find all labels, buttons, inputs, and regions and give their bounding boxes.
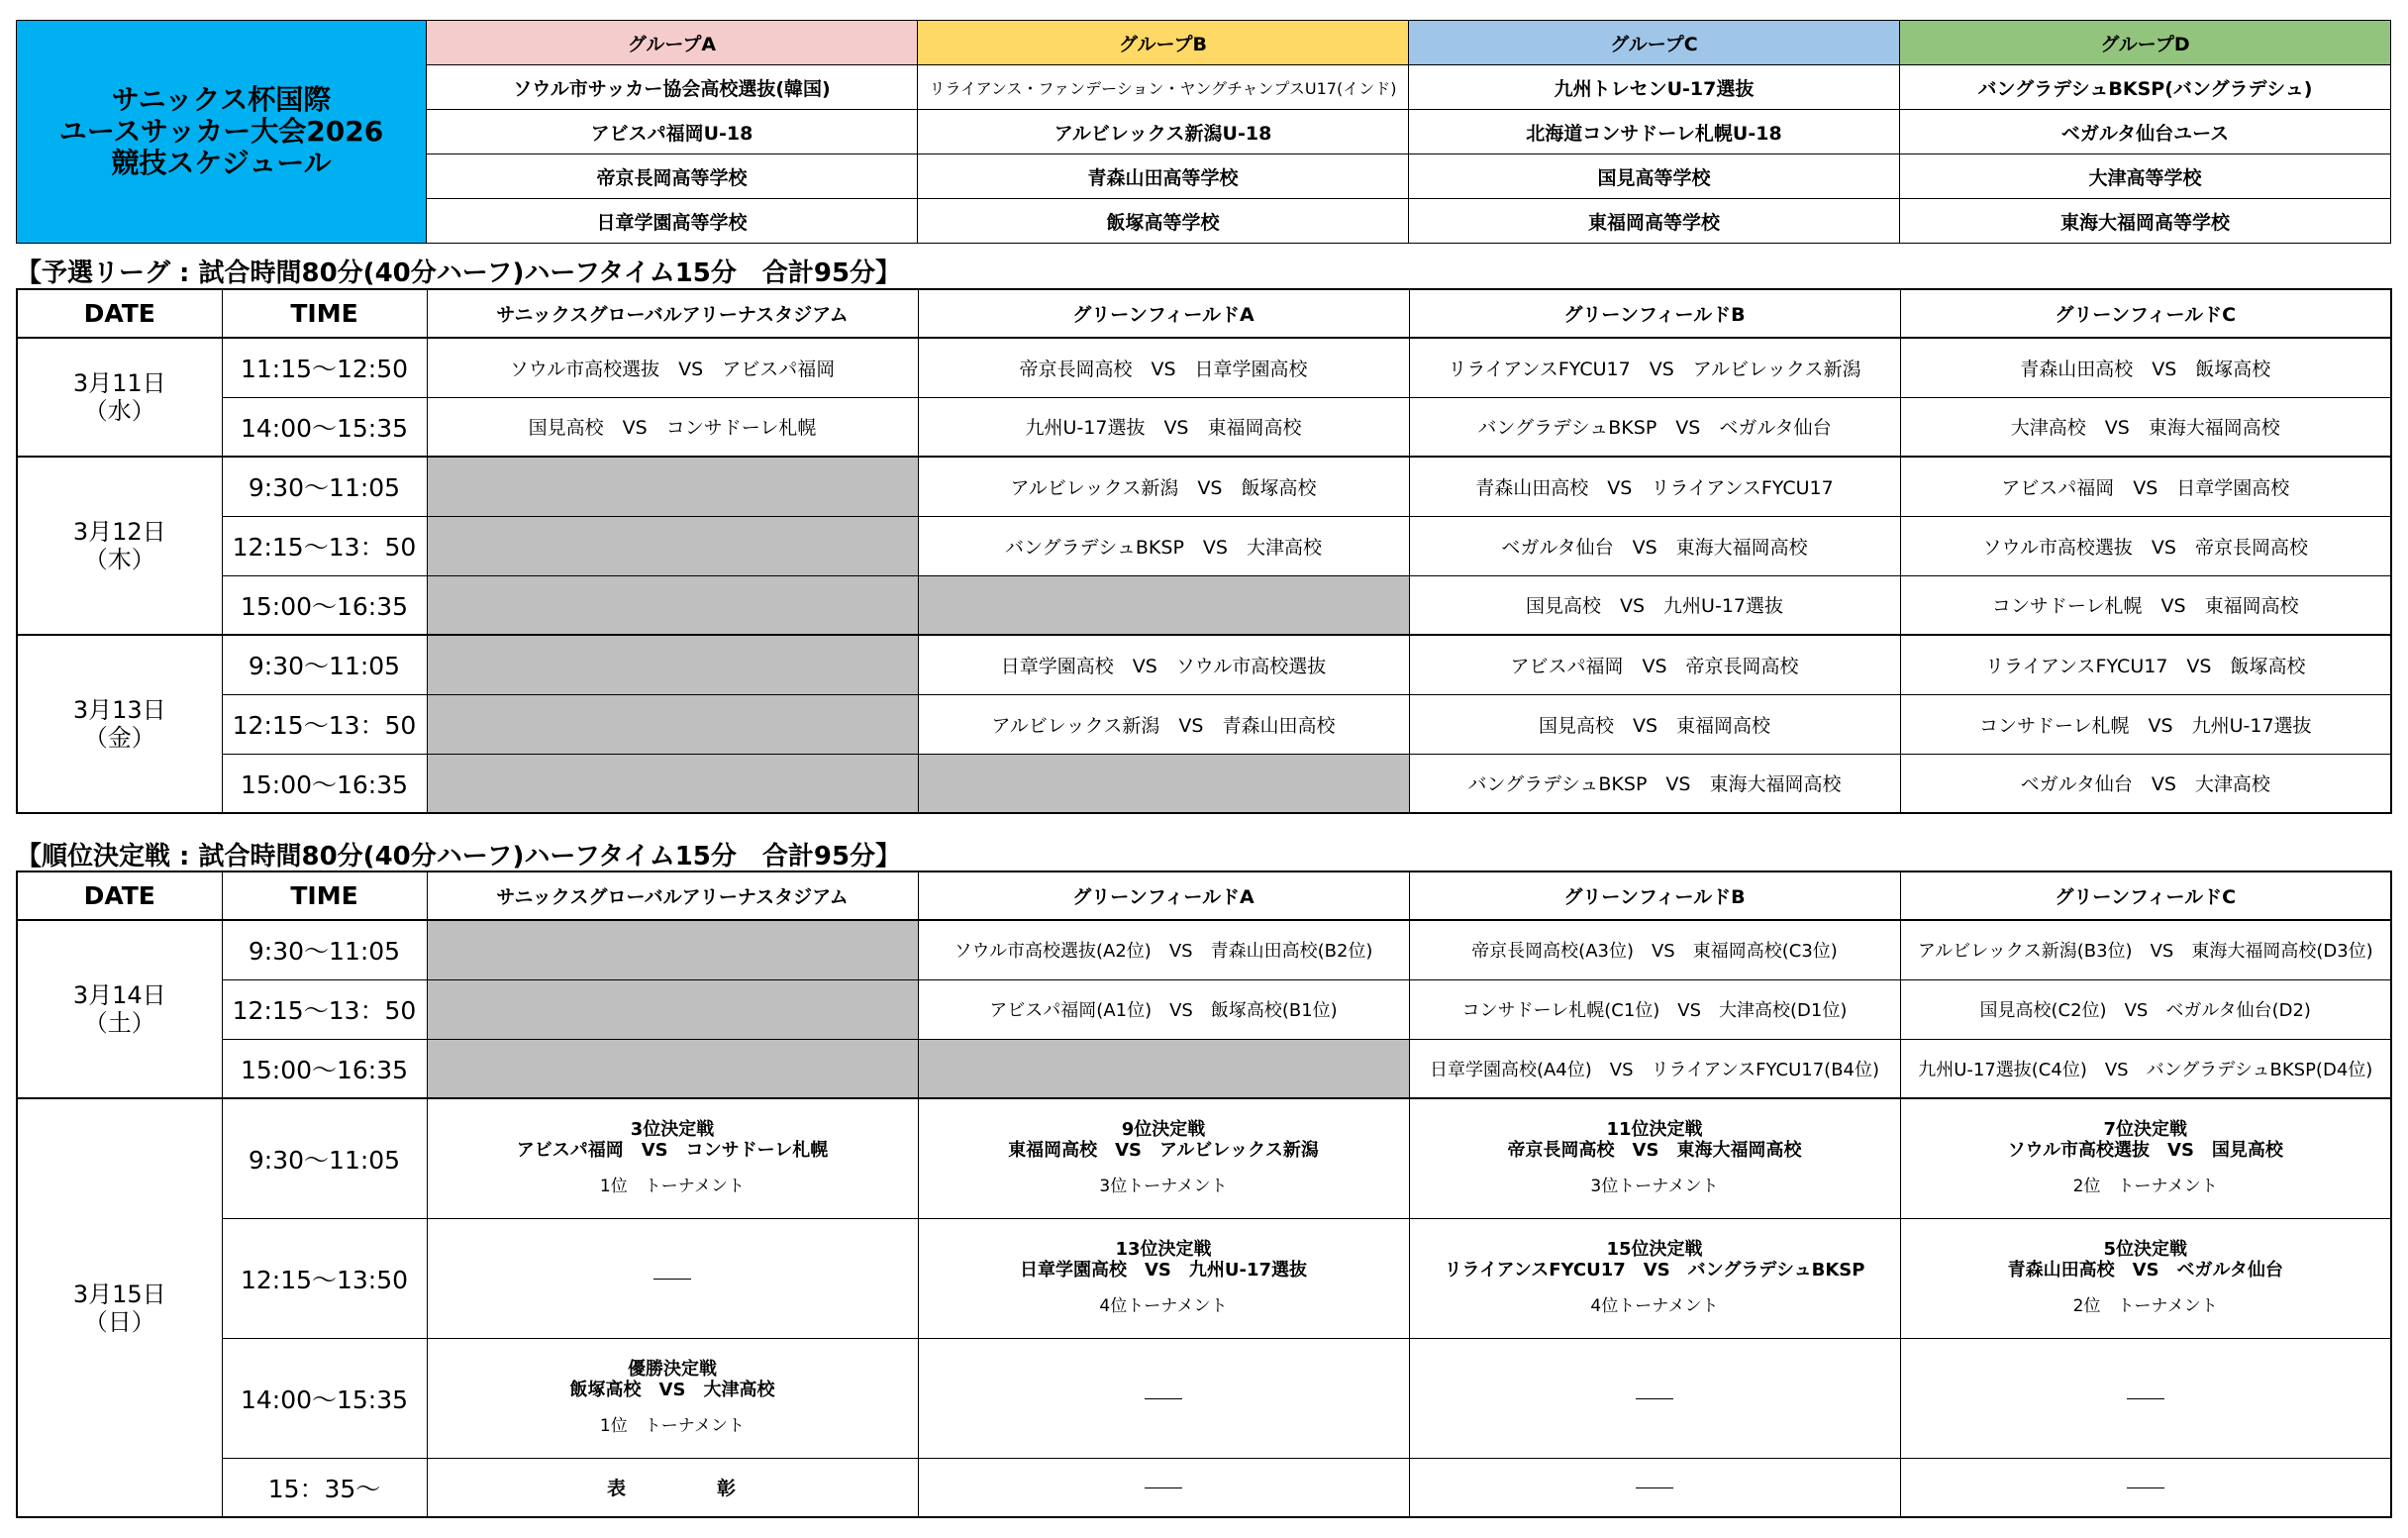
- time-cell: 15：35～: [222, 1458, 427, 1517]
- empty-cell: [918, 754, 1409, 813]
- placement-note: 2位 トーナメント: [2072, 1296, 2218, 1316]
- weekday-label: （金）: [83, 724, 155, 752]
- group-team: 大津高等学校: [1900, 154, 2391, 199]
- placement-note: 3位トーナメント: [1099, 1177, 1228, 1197]
- empty-slot: [918, 1458, 1409, 1517]
- placement-match-cell: [918, 1218, 1409, 1338]
- empty-cell: [427, 516, 918, 575]
- venue-header: サニックスグローバルアリーナスタジアム: [427, 872, 918, 920]
- prelim-schedule-table: [16, 288, 2392, 814]
- placement-title: 15位決定戦: [1606, 1239, 1703, 1260]
- date-cell: [17, 635, 222, 813]
- match-cell: 九州U-17選抜 VS 東福岡高校: [918, 397, 1409, 457]
- time-cell: 12:15～13：50: [222, 979, 427, 1039]
- group-d-header: グループD: [1900, 21, 2391, 65]
- date-header: DATE: [17, 289, 222, 338]
- dash-mark: [2127, 1398, 2164, 1399]
- time-cell: 11:15～12:50: [222, 338, 427, 397]
- match-cell: コンサドーレ札幌(C1位) VS 大津高校(D1位): [1409, 979, 1900, 1039]
- placement-note: 1位 トーナメント: [599, 1416, 746, 1436]
- empty-cell: [427, 754, 918, 813]
- award-char: 彰: [717, 1478, 739, 1500]
- group-team: 北海道コンサドーレ札幌U-18: [1409, 110, 1900, 154]
- empty-cell: [918, 575, 1409, 635]
- empty-cell: [427, 920, 918, 979]
- venue-header: グリーンフィールドB: [1409, 289, 1900, 338]
- placement-match: 青森山田高校 VS ベガルタ仙台: [2007, 1260, 2283, 1281]
- match-cell: 国見高校(C2位) VS ベガルタ仙台(D2): [1900, 979, 2391, 1039]
- placement-match: 帝京長岡高校 VS 東海大福岡高校: [1507, 1140, 1802, 1162]
- match-cell: 帝京長岡高校(A3位) VS 東福岡高校(C3位): [1409, 920, 1900, 979]
- tournament-title: [17, 21, 427, 244]
- empty-slot: [1409, 1338, 1900, 1458]
- match-cell: バングラデシュBKSP VS 東海大福岡高校: [1409, 754, 1900, 813]
- date-cell: [17, 920, 222, 1098]
- placement-note: 1位 トーナメント: [599, 1177, 746, 1197]
- placement-note: 4位トーナメント: [1099, 1296, 1228, 1316]
- group-b-header: グループB: [918, 21, 1409, 65]
- group-team: アルビレックス新潟U-18: [918, 110, 1409, 154]
- empty-cell: [427, 575, 918, 635]
- group-team: リライアンス・ファンデーション・ヤングチャンプスU17(インド): [918, 65, 1409, 110]
- group-team: 東海大福岡高等学校: [1900, 199, 2391, 244]
- match-cell: 大津高校 VS 東海大福岡高校: [1900, 397, 2391, 457]
- title-line-3: 競技スケジュール: [111, 147, 332, 179]
- match-cell: ソウル市高校選抜(A2位) VS 青森山田高校(B2位): [918, 920, 1409, 979]
- match-cell: アルビレックス新潟(B3位) VS 東海大福岡高校(D3位): [1900, 920, 2391, 979]
- time-cell: 9:30～11:05: [222, 1098, 427, 1218]
- placement-title: 優勝決定戦: [628, 1359, 717, 1380]
- placement-title: 3位決定戦: [630, 1119, 715, 1141]
- empty-slot: [918, 1338, 1409, 1458]
- weekday-label: （土）: [83, 1009, 155, 1037]
- award-char: 表: [606, 1478, 628, 1500]
- placement-match: 飯塚高校 VS 大津高校: [569, 1380, 775, 1400]
- venue-header: グリーンフィールドC: [1900, 289, 2391, 338]
- venue-header: グリーンフィールドA: [918, 872, 1409, 920]
- match-cell: アビスパ福岡(A1位) VS 飯塚高校(B1位): [918, 979, 1409, 1039]
- time-header: TIME: [222, 872, 427, 920]
- date-label: 3月13日: [72, 696, 166, 724]
- time-cell: 15:00～16:35: [222, 754, 427, 813]
- empty-cell: [427, 1039, 918, 1098]
- placement-match-cell: [1409, 1218, 1900, 1338]
- group-team: 九州トレセンU-17選抜: [1409, 65, 1900, 110]
- empty-slot: [427, 1218, 918, 1338]
- empty-cell: [427, 635, 918, 694]
- group-team: 帝京長岡高等学校: [427, 154, 918, 199]
- match-cell: 青森山田高校 VS 飯塚高校: [1900, 338, 2391, 397]
- award-ceremony-cell: [427, 1458, 918, 1517]
- placement-match: リライアンスFYCU17 VS バングラデシュBKSP: [1444, 1260, 1865, 1281]
- match-cell: 日章学園高校(A4位) VS リライアンスFYCU17(B4位): [1409, 1039, 1900, 1098]
- match-cell: アルビレックス新潟 VS 青森山田高校: [918, 694, 1409, 754]
- placement-title: 11位決定戦: [1606, 1119, 1703, 1141]
- empty-slot: [1900, 1458, 2391, 1517]
- placement-match: 東福岡高校 VS アルビレックス新潟: [1008, 1140, 1319, 1162]
- date-cell: [17, 457, 222, 635]
- empty-cell: [427, 457, 918, 516]
- group-team: アビスパ福岡U-18: [427, 110, 918, 154]
- dash-mark: [653, 1279, 691, 1280]
- time-cell: 12:15～13：50: [222, 516, 427, 575]
- match-cell: アルビレックス新潟 VS 飯塚高校: [918, 457, 1409, 516]
- match-cell: 国見高校 VS コンサドーレ札幌: [427, 397, 918, 457]
- match-cell: 帝京長岡高校 VS 日章学園高校: [918, 338, 1409, 397]
- venue-header: サニックスグローバルアリーナスタジアム: [427, 289, 918, 338]
- match-cell: コンサドーレ札幌 VS 東福岡高校: [1900, 575, 2391, 635]
- match-cell: 国見高校 VS 東福岡高校: [1409, 694, 1900, 754]
- venue-header: グリーンフィールドC: [1900, 872, 2391, 920]
- placement-note: 4位トーナメント: [1590, 1296, 1719, 1316]
- placement-match-cell: [918, 1098, 1409, 1218]
- dash-mark: [2127, 1487, 2164, 1488]
- placement-note: 2位 トーナメント: [2072, 1177, 2218, 1197]
- group-team: 日章学園高等学校: [427, 199, 918, 244]
- group-team: 東福岡高等学校: [1409, 199, 1900, 244]
- placement-note: 3位トーナメント: [1590, 1177, 1719, 1197]
- group-team: ベガルタ仙台ユース: [1900, 110, 2391, 154]
- time-cell: 14:00～15:35: [222, 397, 427, 457]
- empty-slot: [1900, 1338, 2391, 1458]
- date-label: 3月11日: [72, 369, 166, 397]
- placement-match: アビスパ福岡 VS コンサドーレ札幌: [516, 1140, 829, 1162]
- match-cell: リライアンスFYCU17 VS 飯塚高校: [1900, 635, 2391, 694]
- venue-header: グリーンフィールドB: [1409, 872, 1900, 920]
- match-cell: 国見高校 VS 九州U-17選抜: [1409, 575, 1900, 635]
- empty-slot: [1409, 1458, 1900, 1517]
- match-cell: バングラデシュBKSP VS ベガルタ仙台: [1409, 397, 1900, 457]
- placement-title: 9位決定戦: [1121, 1119, 1206, 1141]
- placement-match: ソウル市高校選抜 VS 国見高校: [2007, 1140, 2283, 1162]
- time-cell: 15:00～16:35: [222, 1039, 427, 1098]
- match-cell: 青森山田高校 VS リライアンスFYCU17: [1409, 457, 1900, 516]
- group-team: ソウル市サッカー協会高校選抜(韓国): [427, 65, 918, 110]
- dash-mark: [1145, 1487, 1182, 1488]
- dash-mark: [1145, 1398, 1182, 1399]
- weekday-label: （日）: [83, 1307, 155, 1336]
- match-cell: ソウル市高校選抜 VS 帝京長岡高校: [1900, 516, 2391, 575]
- group-a-header: グループA: [427, 21, 918, 65]
- date-header: DATE: [17, 872, 222, 920]
- title-line-2: ユースサッカー大会2026: [58, 115, 384, 148]
- time-cell: 9:30～11:05: [222, 635, 427, 694]
- placement-match-cell: [1900, 1098, 2391, 1218]
- placement-match-cell: [1900, 1218, 2391, 1338]
- placement-match-cell: [427, 1098, 918, 1218]
- prelim-section-title: 【予選リーグ : 試合時間80分(40分ハーフ)ハーフタイム15分 合計95分】: [16, 258, 902, 288]
- empty-cell: [918, 1039, 1409, 1098]
- placement-title: 13位決定戦: [1115, 1239, 1212, 1260]
- placement-title: 7位決定戦: [2103, 1119, 2188, 1141]
- match-cell: バングラデシュBKSP VS 大津高校: [918, 516, 1409, 575]
- date-cell: [17, 338, 222, 457]
- placement-match-cell: [1409, 1098, 1900, 1218]
- placement-title: 5位決定戦: [2103, 1239, 2188, 1260]
- time-cell: 9:30～11:05: [222, 457, 427, 516]
- time-cell: 15:00～16:35: [222, 575, 427, 635]
- group-c-header: グループC: [1409, 21, 1900, 65]
- time-cell: 12:15～13:50: [222, 1218, 427, 1338]
- group-team: 飯塚高等学校: [918, 199, 1409, 244]
- group-team: 青森山田高等学校: [918, 154, 1409, 199]
- date-cell: [17, 1098, 222, 1517]
- group-team: 国見高等学校: [1409, 154, 1900, 199]
- group-table: [16, 20, 2391, 244]
- title-line-1: サニックス杯国際: [111, 83, 332, 116]
- time-cell: 14:00～15:35: [222, 1338, 427, 1458]
- date-label: 3月14日: [72, 981, 166, 1009]
- time-cell: 12:15～13：50: [222, 694, 427, 754]
- match-cell: コンサドーレ札幌 VS 九州U-17選抜: [1900, 694, 2391, 754]
- dash-mark: [1636, 1487, 1673, 1488]
- weekday-label: （水）: [83, 397, 155, 425]
- dash-mark: [1636, 1398, 1673, 1399]
- match-cell: アビスパ福岡 VS 日章学園高校: [1900, 457, 2391, 516]
- time-cell: 9:30～11:05: [222, 920, 427, 979]
- match-cell: ベガルタ仙台 VS 大津高校: [1900, 754, 2391, 813]
- empty-cell: [427, 979, 918, 1039]
- final-schedule-table: [16, 871, 2392, 1518]
- match-cell: 九州U-17選抜(C4位) VS バングラデシュBKSP(D4位): [1900, 1039, 2391, 1098]
- match-cell: 日章学園高校 VS ソウル市高校選抜: [918, 635, 1409, 694]
- date-label: 3月12日: [72, 518, 166, 546]
- match-cell: ソウル市高校選抜 VS アビスパ福岡: [427, 338, 918, 397]
- match-cell: リライアンスFYCU17 VS アルビレックス新潟: [1409, 338, 1900, 397]
- final-section-title: 【順位決定戦 : 試合時間80分(40分ハーフ)ハーフタイム15分 合計95分】: [16, 842, 902, 872]
- match-cell: ベガルタ仙台 VS 東海大福岡高校: [1409, 516, 1900, 575]
- placement-match: 日章学園高校 VS 九州U-17選抜: [1019, 1260, 1308, 1281]
- time-header: TIME: [222, 289, 427, 338]
- date-label: 3月15日: [72, 1280, 166, 1308]
- empty-cell: [427, 694, 918, 754]
- match-cell: アビスパ福岡 VS 帝京長岡高校: [1409, 635, 1900, 694]
- weekday-label: （木）: [83, 546, 155, 573]
- venue-header: グリーンフィールドA: [918, 289, 1409, 338]
- placement-match-cell: [427, 1338, 918, 1458]
- group-team: バングラデシュBKSP(バングラデシュ): [1900, 65, 2391, 110]
